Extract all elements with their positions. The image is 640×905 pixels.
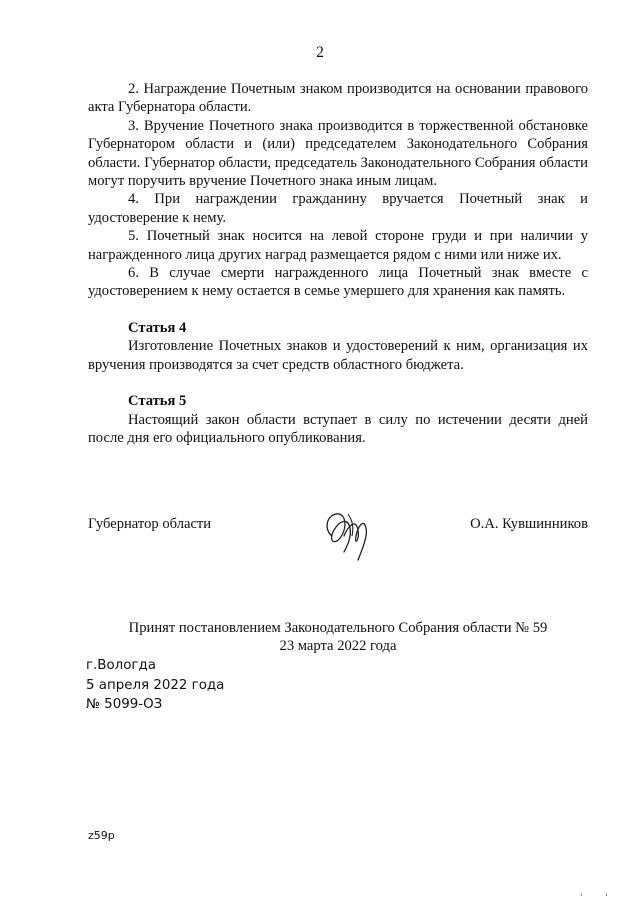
- page-number: 2: [316, 44, 324, 61]
- paragraph-2: 2. Награждение Почетным знаком производится на основании правового акта Губернатора области.: [88, 81, 588, 116]
- article-4-text: Изготовление Почетных знаков и удостоверений к ним, организация их вручения производятся за счет средств областного бюджета.: [88, 338, 588, 373]
- city: г.Вологда: [86, 658, 156, 673]
- adoption-note: [88, 619, 588, 656]
- adoption-line-1: Принят постановлением Законодательного Собрания области № 59: [128, 620, 548, 636]
- paragraph-3: 3. Вручение Почетного знака производится в торжественной обстановке Губернатором области и (или) председателем Законодательного Собрания области. Губернатор области, председатель Законодательного Собрания области могут поручить вручение Почетного знака иным лицам.: [88, 117, 588, 190]
- law-date: 5 апреля 2022 года: [86, 677, 225, 693]
- paragraph-6: 6. В случае смерти награжденного лица Почетный знак вместе с удостоверением к нему остается в семье умершего для хранения как память.: [88, 265, 588, 300]
- handwritten-signature: [318, 506, 378, 564]
- signature-block: [88, 506, 588, 566]
- document-body: [88, 80, 588, 447]
- signer-name: О.А. Кувшинников: [470, 516, 588, 532]
- law-number: № 5099-ОЗ: [86, 697, 163, 712]
- law-meta: [86, 656, 224, 715]
- article-5-text: Настоящий закон области вступает в силу по истечении десяти дней после дня его официального опубликования.: [88, 411, 588, 446]
- document-code: z59p: [88, 829, 115, 842]
- paragraph-5: 5. Почетный знак носится на левой стороне груди и при наличии у награжденного лица других наград размещается рядом с ними или ниже их.: [88, 228, 588, 263]
- adoption-line-2: 23 марта 2022 года: [279, 638, 397, 655]
- signer-position: Губернатор области: [88, 516, 212, 532]
- article-4-title: Статья 4: [128, 319, 187, 336]
- paragraph-4: 4. При награждении гражданину вручается Почетный знак и удостоверение к нему.: [88, 191, 588, 226]
- footer-marks: ' ': [580, 893, 618, 903]
- article-5-title: Статья 5: [128, 393, 187, 410]
